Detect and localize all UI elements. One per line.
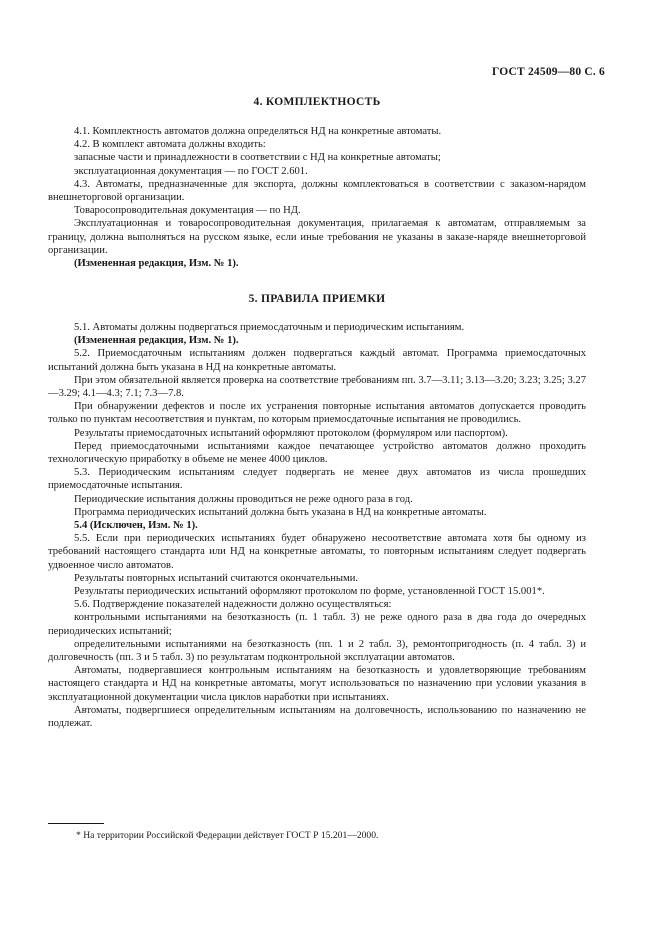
paragraph: 5.1. Автоматы должны подвергаться приемосдаточным и периодическим испытаниям. <box>74 322 465 333</box>
paragraph: эксплуатационная документация — по ГОСТ 2.601. <box>74 165 308 177</box>
paragraph: 4.3. Автоматы, предназначенные для экспорта, должны комплектоваться в соответствии с заказом-нарядом внешнеторговой организации. <box>48 178 586 204</box>
footnote-divider <box>48 823 104 824</box>
paragraph: Результаты периодических испытаний оформляют протоколом по форме, установленной ГОСТ 15.001*. <box>74 586 545 598</box>
paragraph: Программа периодических испытаний должна быть указана в НД на конкретные автоматы. <box>74 506 487 518</box>
paragraph: Автоматы, подвергшиеся определительным испытаниям на долговечность, использованию по назначению не подлежат. <box>48 704 586 730</box>
paragraph: При обнаружении дефектов и после их устранения повторные испытания автоматов допускается проводить только по пунктам несоответствия и пунктам, по которым приемосдаточные испытания не проводились. <box>48 401 586 426</box>
section-4-body <box>48 125 586 270</box>
paragraph: 5.2. Приемосдаточным испытаниям должен подвергаться каждый автомат. Программа приемосдаточных испытаний должна быть указана в НД на конкретные автоматы. <box>48 348 586 373</box>
document-header: ГОСТ 24509—80 С. 6 <box>492 66 605 78</box>
amendment-note: (Измененная редакция, Изм. № 1). <box>74 258 239 270</box>
paragraph: Результаты повторных испытаний считаются окончательными. <box>74 572 359 584</box>
paragraph: 4.1. Комплектность автоматов должна определяться НД на конкретные автоматы. <box>74 126 442 137</box>
section-5-title: 5. ПРАВИЛА ПРИЕМКИ <box>248 293 386 305</box>
paragraph: 5.6. Подтверждение показателей надежности должно осуществляться: <box>74 599 392 611</box>
paragraph: Перед приемосдаточными испытаниями каждое печатающее устройство автоматов должно проходить технологическую приработку в объеме не менее 4000 циклов. <box>48 440 586 466</box>
paragraph: контрольными испытаниями на безотказность (п. 1 табл. 3) не реже одного раза в два года до очередных периодических испытаний; <box>48 612 586 637</box>
paragraph: Периодические испытания должны проводиться не реже одного раза в год. <box>74 493 413 505</box>
amendment-note: (Измененная редакция, Изм. № 1). <box>74 335 239 347</box>
excluded-clause: 5.4 (Исключен, Изм. № 1). <box>74 520 198 532</box>
paragraph: Результаты приемосдаточных испытаний оформляют протоколом (формуляром или паспортом). <box>74 427 508 439</box>
footnote: * На территории Российской Федерации действует ГОСТ Р 15.201—2000. <box>76 830 379 841</box>
section-4-title: 4. КОМПЛЕКТНОСТЬ <box>253 96 381 108</box>
paragraph: определительными испытаниями на безотказность (пп. 1 и 2 табл. 3), ремонтопригодность (п. 4 табл. 3) и долговечность (пп. 3 и 5 табл. 3) по результатам подконтрольной эксплуатации автоматов. <box>48 638 586 664</box>
section-5-body <box>48 321 586 730</box>
paragraph: Эксплуатационная и товаросопроводительная документация, прилагаемая к автоматам, отправляемым за границу, должна выполняться на русском языке, если иные требования не указаны в заказе-наряде внешнеторговой организации. <box>48 218 586 256</box>
paragraph: 4.2. В комплект автомата должны входить: <box>74 139 266 151</box>
paragraph: 5.3. Периодическим испытаниям следует подвергать не менее двух автоматов из числа прошедших приемосдаточные испытания. <box>48 467 586 492</box>
paragraph: 5.5. Если при периодических испытаниях будет обнаружено несоответствие автомата хотя бы одному из требований настоящего стандарта или НД на конкретные автоматы, то повторным испытаниям следует подвергать удвоенное число автоматов. <box>48 533 586 571</box>
paragraph: Товаросопроводительная документация — по НД. <box>74 205 301 217</box>
paragraph: Автоматы, подвергавшиеся контрольным испытаниям на безотказность и удовлетворяющие требованиям настоящего стандарта и НД на конкретные автоматы, могут использоваться по назначению при условии указания в эксплуатационной документации числа циклов наработки при испытаниях. <box>48 665 586 703</box>
paragraph: запасные части и принадлежности в соответствии с НД на конкретные автоматы; <box>74 152 441 164</box>
paragraph: При этом обязательной является проверка на соответствие требованиям пп. 3.7—3.11; 3.13—3.20; 3.23; 3.25; 3.27—3.29; 4.1—4.3; 7.1; 7.3—7.8. <box>48 374 586 400</box>
